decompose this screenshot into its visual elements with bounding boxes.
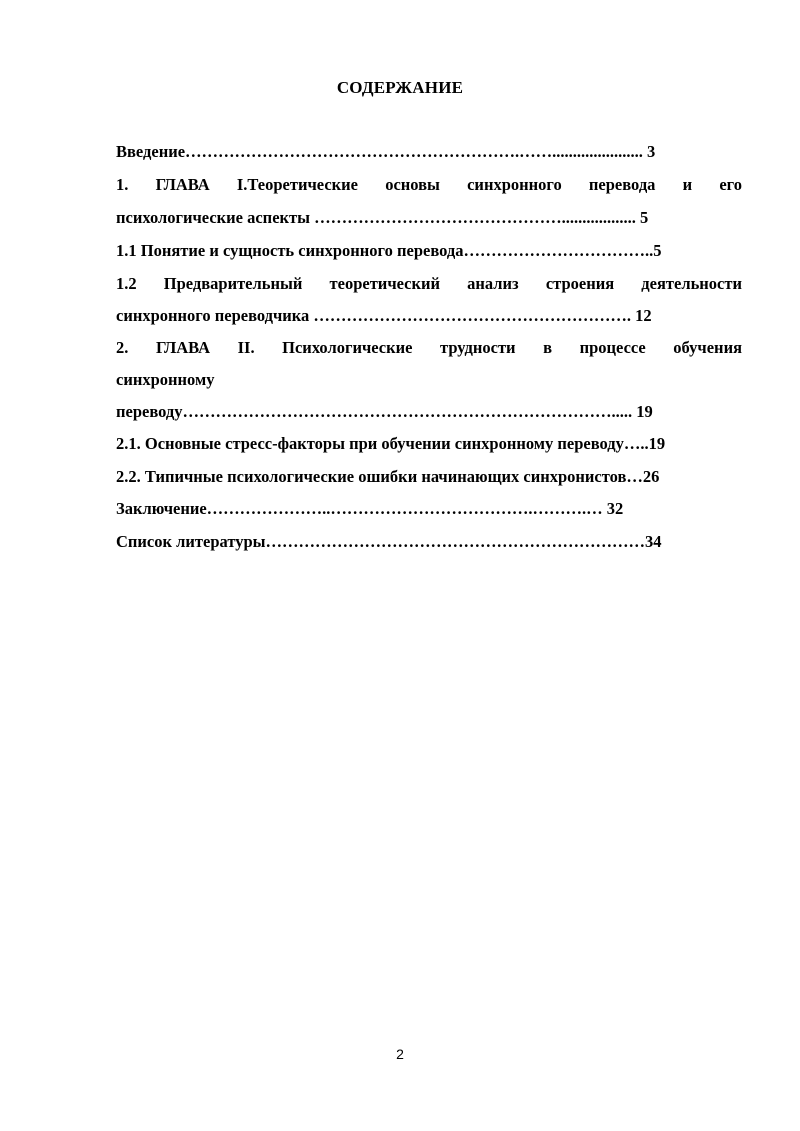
toc-line-section-1-1: 1.1 Понятие и сущность синхронного перевода……………………………..5: [116, 241, 662, 260]
toc-line-chapter-1-title: 1. ГЛАВА I.Теоретические основы синхронного перевода и его: [116, 175, 742, 194]
toc-line-section-1-2-cont: синхронного переводчика …………………………………………………. 12: [116, 306, 652, 325]
toc-line-references: Список литературы……………………………………………………………34: [116, 532, 662, 551]
toc-line-introduction: Введение…………………………………………………….……...................... 3: [116, 142, 656, 161]
toc-line-conclusion: Заключение…………………..……………………………….……….… 32: [116, 499, 624, 518]
toc-line-chapter-2-title: 2. ГЛАВА II. Психологические трудности в процессе обучения: [116, 338, 742, 357]
page-title: СОДЕРЖАНИЕ: [336, 78, 464, 97]
toc-line-section-2-1: 2.1. Основные стресс-факторы при обучении синхронному переводу…..19: [116, 434, 666, 453]
toc-line-chapter-2-end: переводу……………………………………………………………………..... 19: [116, 402, 653, 421]
toc-line-chapter-1-cont: психологические аспекты ……………………………………….................. 5: [116, 208, 649, 227]
toc-line-chapter-2-cont: синхронному: [116, 370, 215, 389]
page-number: 2: [396, 1046, 404, 1062]
toc-line-section-2-2: 2.2. Типичные психологические ошибки начинающих синхронистов…26: [116, 467, 660, 486]
toc-line-section-1-2: 1.2 Предварительный теоретический анализ строения деятельности: [116, 274, 742, 293]
